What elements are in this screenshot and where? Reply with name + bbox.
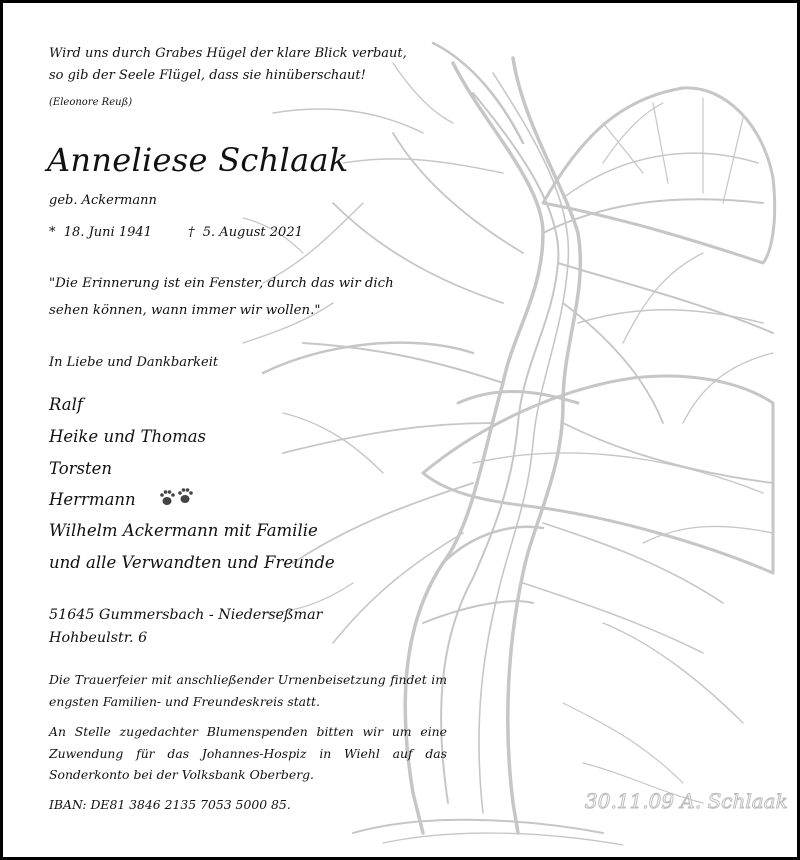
birth-date: 18. Juni 1941: [63, 225, 152, 240]
mourner: Ralf: [49, 395, 84, 414]
poem-line-2: so gib der Seele Flügel, dass sie hinüberschaut!: [49, 68, 366, 83]
death-date: 5. August 2021: [202, 225, 303, 240]
died-symbol: †: [188, 225, 195, 240]
artist-signature: 30.11.09 A. Schlaak: [585, 789, 788, 813]
born-symbol: *: [49, 225, 56, 240]
birth-name: geb. Ackermann: [49, 193, 157, 208]
mourner: und alle Verwandten und Freunde: [49, 553, 335, 572]
trunk-right-edge: [508, 58, 581, 833]
trunk-left-edge: [405, 63, 543, 833]
poem-line-1: Wird uns durch Grabes Hügel der klare Blick verbaut,: [49, 46, 407, 61]
funeral-note: Die Trauerfeier mit anschließender Urnenbeisetzung findet im engsten Familien- und Freundeskreis statt.: [49, 672, 447, 709]
birth-date-row: [49, 225, 152, 240]
paw-prints-icon: [159, 487, 195, 507]
iban: IBAN: DE81 3846 2135 7053 5000 85.: [49, 797, 291, 812]
poem-author: (Eleonore Reuß): [49, 97, 133, 108]
address-street: Hohbeulstr. 6: [49, 630, 148, 646]
donation-note: An Stelle zugedachter Blumenspenden bitten wir um eine Zuwendung für das Johannes-Hospiz in Wiehl auf das Sonderkonto bei der Volksbank Oberberg.: [49, 724, 447, 782]
closing-line: In Liebe und Dankbarkeit: [49, 355, 219, 370]
death-date-row: [188, 225, 303, 240]
deceased-name: Anneliese Schlaak: [47, 141, 349, 179]
mourner: Heike und Thomas: [49, 427, 207, 446]
mourner: Herrmann: [49, 490, 136, 509]
quote-line-2: sehen können, wann immer wir wollen.": [49, 303, 321, 318]
address-city: 51645 Gummersbach - Niederseßmar: [49, 607, 323, 623]
quote-line-1: "Die Erinnerung ist ein Fenster, durch das wir dich: [49, 276, 394, 291]
mourner: Wilhelm Ackermann mit Familie: [49, 521, 318, 540]
mourner: Torsten: [49, 459, 113, 478]
